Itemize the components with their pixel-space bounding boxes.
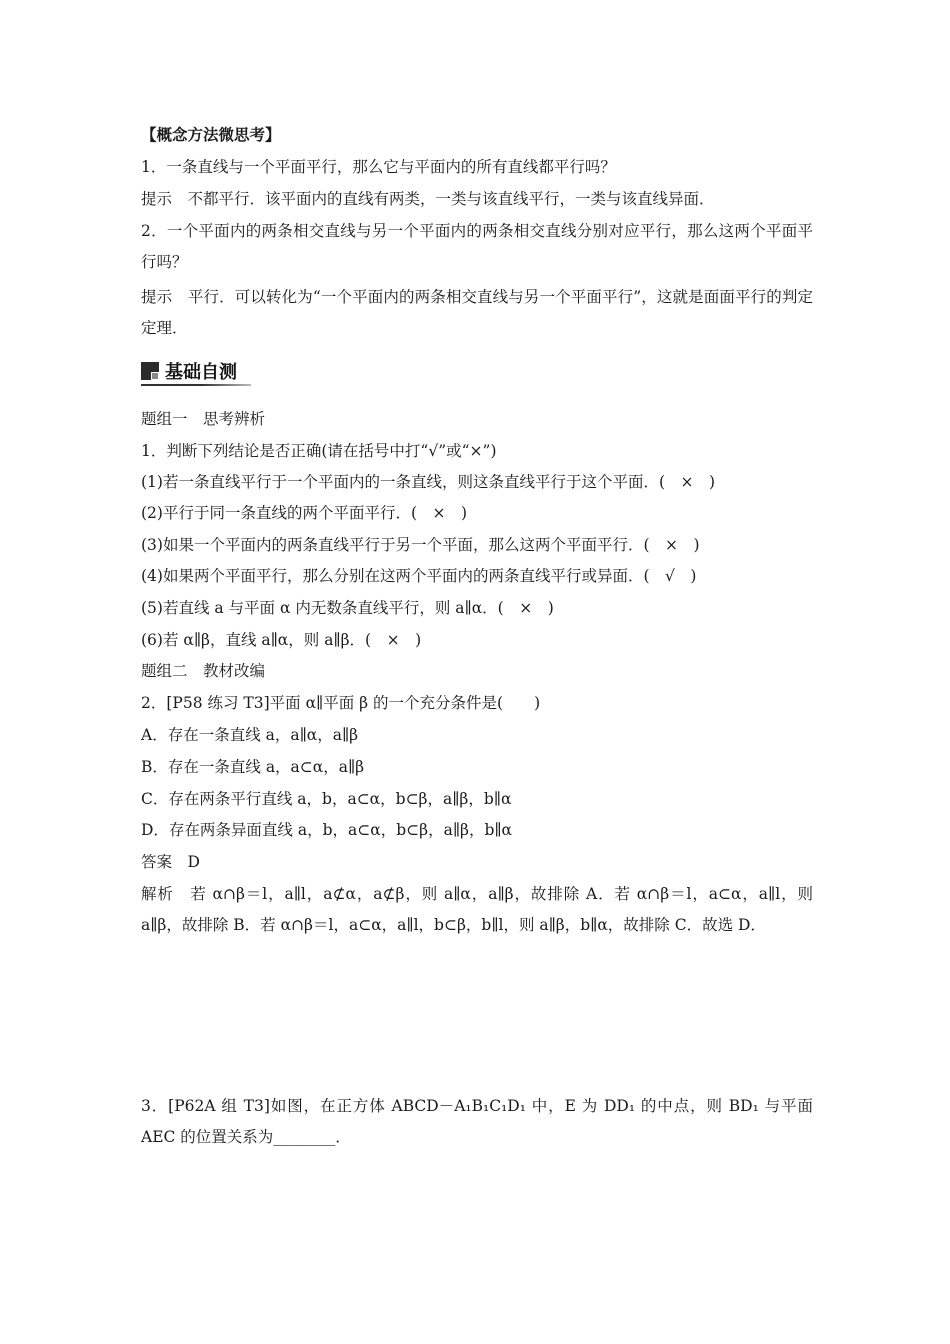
group1-title: 题组一 思考辨析 [141, 410, 266, 428]
section-header [141, 356, 237, 386]
section-square-icon [141, 362, 159, 380]
section-underline [141, 384, 251, 386]
question-3: 3．[P62A 组 T3]如图，在正方体 ABCD－A₁B₁C₁D₁ 中，E 为 DD₁ 的中点，则 BD₁ 与平面 AEC 的位置关系为________． [141, 1097, 813, 1146]
option-d: D．存在两条异面直线 a，b，a⊂α，b⊂β，a∥β，b∥α [141, 821, 512, 839]
group1-question-1: 1．判断下列结论是否正确(请在括号中打“√”或“×”) [141, 442, 497, 460]
concept-heading: 【概念方法微思考】 [141, 125, 281, 144]
concept-answer-1: 提示 不都平行．该平面内的直线有两类，一类与该直线平行，一类与该直线异面． [141, 190, 715, 208]
judgement-item-4: (4)如果两个平面平行，那么分别在这两个平面内的两条直线平行或异面．( √ ) [141, 567, 697, 585]
group2-question-2: 2．[P58 练习 T3]平面 α∥平面 β 的一个充分条件是( ) [141, 694, 541, 712]
analysis-paragraph: 解析 若 α∩β＝l，a∥l，a⊄α，a⊄β，则 a∥α，a∥β，故排除 A．若 α∩β＝l，a⊂α，a∥l，则 a∥β，故排除 B．若 α∩β＝l，a⊂α，a∥l，b⊂β，b∥l，则 a∥β，b∥α，故排除 C．故选 D． [141, 885, 813, 934]
option-b: B．存在一条直线 a，a⊂α，a∥β [141, 758, 365, 776]
option-c: C．存在两条平行直线 a，b，a⊂α，b⊂β，a∥β，b∥α [141, 790, 512, 808]
concept-question-1: 1．一条直线与一个平面平行，那么它与平面内的所有直线都平行吗？ [141, 158, 616, 176]
concept-answer-2: 提示 平行．可以转化为“一个平面内的两条相交直线与另一个平面平行”，这就是面面平行的判定定理． [141, 288, 813, 337]
answer-line: 答案 D [141, 853, 200, 871]
concept-question-2: 2．一个平面内的两条相交直线与另一个平面内的两条相交直线分别对应平行，那么这两个平面平行吗？ [141, 222, 813, 271]
judgement-item-5: (5)若直线 a 与平面 α 内无数条直线平行，则 a∥α．( × ) [141, 599, 554, 617]
judgement-item-1: (1)若一条直线平行于一个平面内的一条直线，则这条直线平行于这个平面．( × ) [141, 473, 716, 491]
option-a: A．存在一条直线 a，a∥α，a∥β [141, 726, 359, 744]
judgement-item-2: (2)平行于同一条直线的两个平面平行．( × ) [141, 504, 468, 522]
group2-title: 题组二 教材改编 [141, 662, 266, 680]
section-title: 基础自测 [165, 362, 237, 383]
judgement-item-6: (6)若 α∥β，直线 a∥α，则 a∥β．( × ) [141, 631, 422, 649]
judgement-item-3: (3)如果一个平面内的两条直线平行于另一个平面，那么这两个平面平行．( × ) [141, 536, 700, 554]
